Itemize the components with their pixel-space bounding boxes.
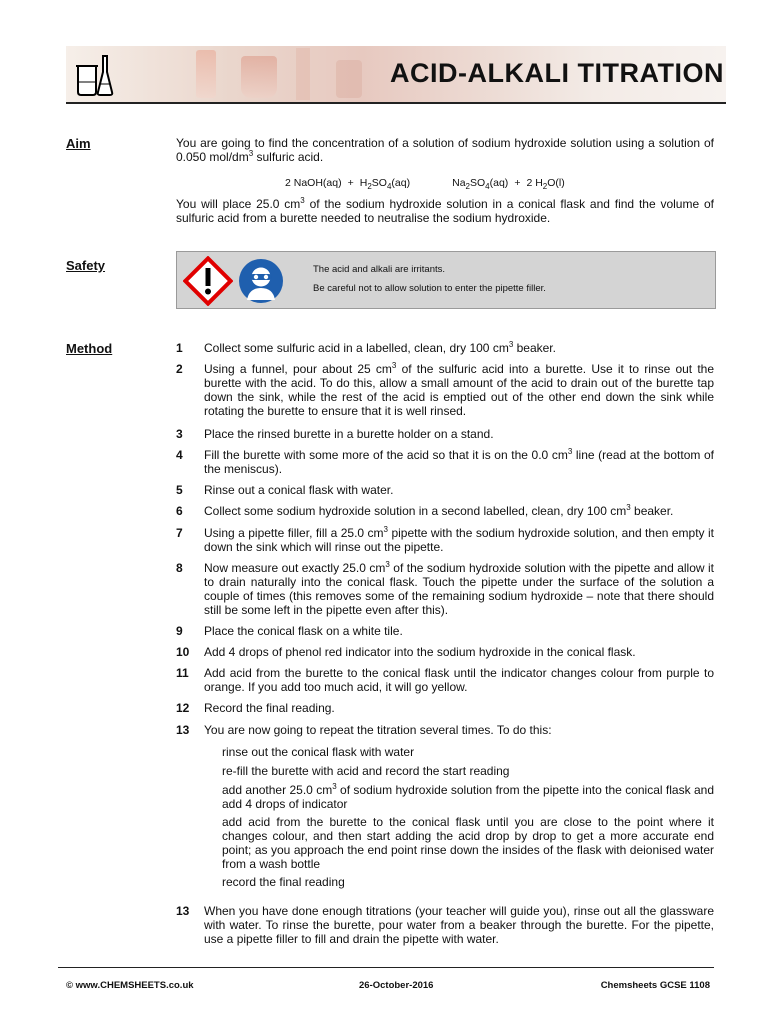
aim-label: Aim [66, 136, 91, 151]
footer-copyright: © www.CHEMSHEETS.co.uk [66, 980, 194, 991]
method-substep: add another 25.0 $cm^3$ of sodium hydroxide solution from the pipette into the conical flask and add 4 drops of indicator [222, 782, 714, 811]
safety-line-1: The acid and alkali are irritants. [313, 264, 446, 275]
hazard-exclamation-icon [183, 256, 233, 306]
method-label: Method [66, 341, 113, 356]
method-substep: rinse out the conical flask with water [222, 745, 415, 759]
page-title: ACID-ALKALI TITRATION [390, 58, 724, 88]
aim-paragraph-2: You will place 25.0 $cm^3$ of the sodium hydroxide solution in a conical flask and find the volume of sulfuric acid from a burette needed to neutralise the sodium hydroxide. [176, 196, 714, 225]
footer-reference: Chemsheets GCSE 1108 [600, 980, 710, 991]
aim-paragraph-1: You are going to find the concentration of a solution of sodium hydroxide solution using a solution of 0.050 mol/$dm^3$ sulfuric acid. [176, 136, 714, 164]
footer-divider [58, 967, 714, 968]
method-substep: record the final reading [222, 875, 345, 889]
method-substep: add acid from the burette to the conical flask until you are close to the point where it changes colour, and then start adding the acid drop by drop to get a more accurate end point; as you approach the end point rinse down the insides of the flask with deionised water from a wash bottle [222, 815, 714, 871]
reaction-arrow-icon [416, 177, 446, 189]
chemical-equation: 2 NaOH(aq) + $H_2SO_4(aq)$ $Na_2SO_4(aq)$ + 2 $H_2O(l)$ [285, 177, 565, 192]
footer-date: 26-October-2016 [359, 980, 434, 991]
lab-glassware-icon [72, 52, 116, 98]
safety-label: Safety [66, 258, 106, 273]
safety-line-2: Be careful not to allow solution to enter the pipette filler. [313, 283, 546, 294]
eye-protection-icon [238, 258, 284, 304]
method-substep: re-fill the burette with acid and record the start reading [222, 764, 510, 778]
safety-box [176, 251, 716, 309]
